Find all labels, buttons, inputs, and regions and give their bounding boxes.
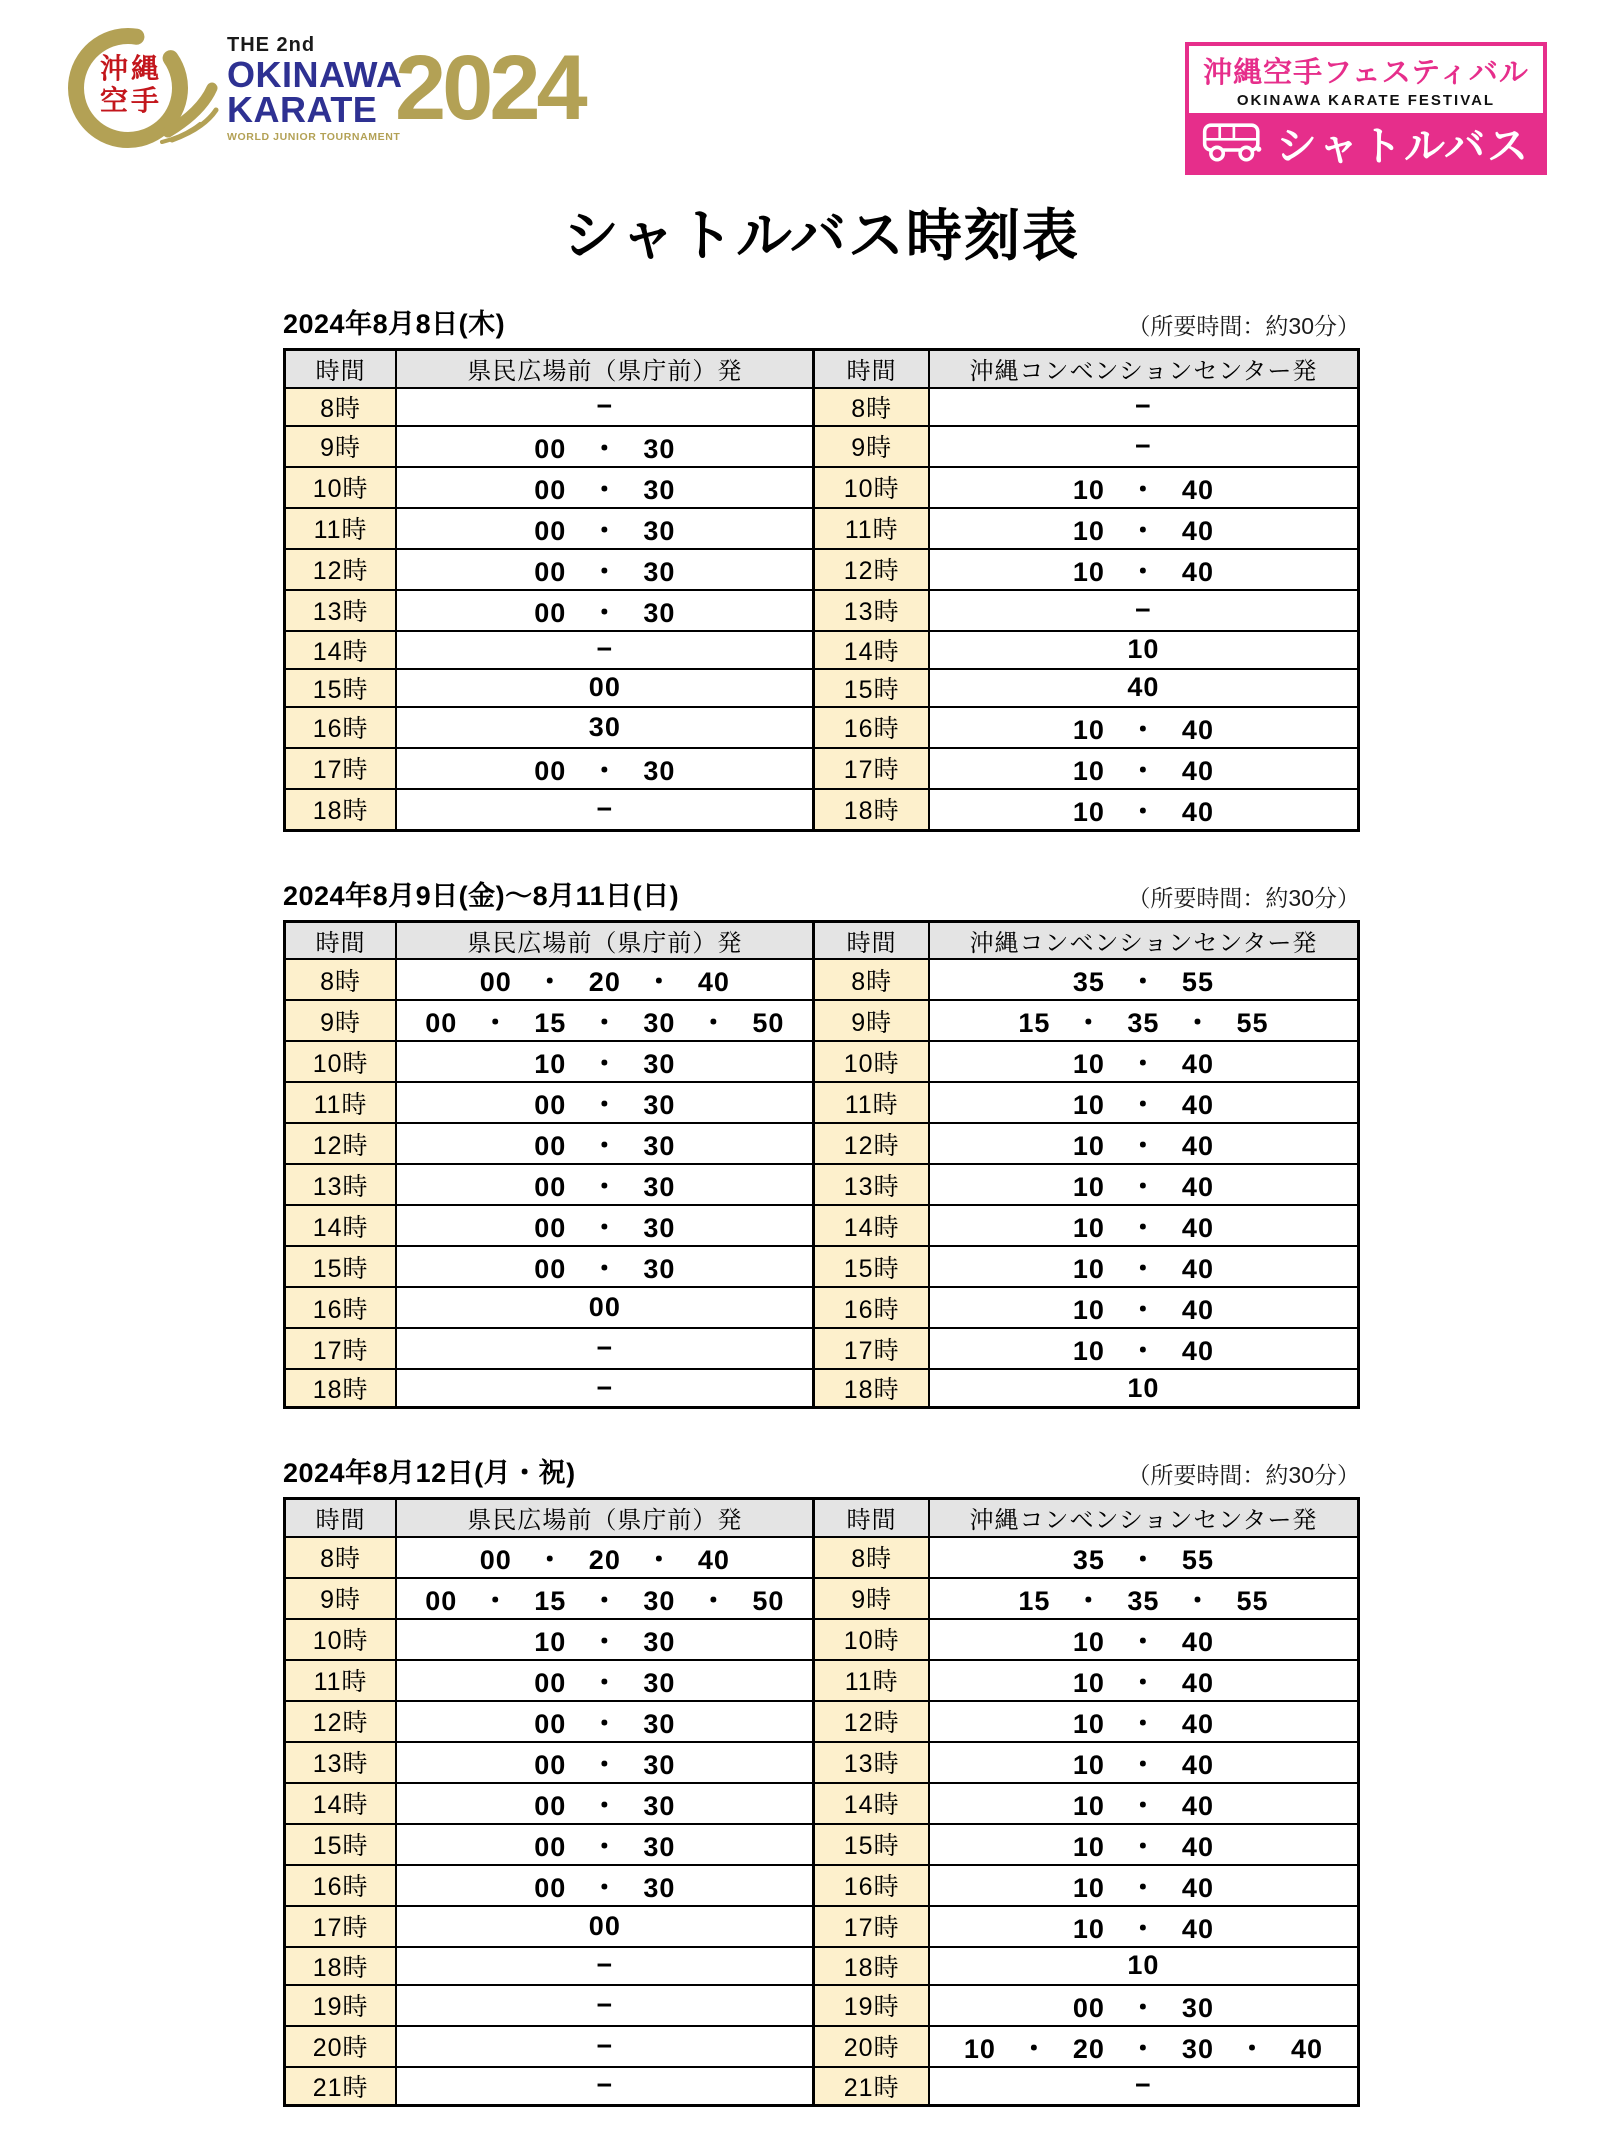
convention-times-cell: 10 ・ 40 [929, 1123, 1359, 1164]
convention-times-cell: 35 ・ 55 [929, 959, 1359, 1000]
hour-cell: 10時 [814, 467, 929, 508]
hour-cell: 15時 [814, 669, 929, 707]
hour-cell: 12時 [814, 1123, 929, 1164]
hour-cell: 15時 [814, 1246, 929, 1287]
convention-times-cell: 10 ・ 40 [929, 1701, 1359, 1742]
header-row [285, 921, 1359, 959]
col-header-time-1: 時間 [285, 921, 397, 959]
kenmin-times-cell: − [396, 1328, 814, 1369]
table-row [285, 1824, 1359, 1865]
hour-cell: 13時 [285, 1164, 397, 1205]
convention-times-cell: 10 ・ 40 [929, 1906, 1359, 1947]
date-row [283, 874, 1360, 913]
logo-subtitle: WORLD JUNIOR TOURNAMENT [227, 130, 401, 143]
convention-times-cell: 40 [929, 669, 1359, 707]
hour-cell: 16時 [814, 1287, 929, 1328]
col-header-kenmin-departures: 県民広場前（県庁前）発 [396, 921, 814, 959]
hour-cell: 17時 [285, 1906, 397, 1947]
kenmin-times-cell: 00 ・ 30 [396, 590, 814, 631]
hour-cell: 14時 [285, 1783, 397, 1824]
shuttle-bus-label: シャトルバス [1275, 122, 1531, 169]
logo-okinawa: OKINAWA [227, 54, 403, 95]
logo-text-block [227, 20, 403, 143]
hour-cell: 8時 [285, 388, 397, 426]
kenmin-times-cell: 00 ・ 30 [396, 748, 814, 789]
shuttle-bus-logo [1185, 42, 1547, 175]
col-header-time-2: 時間 [814, 1499, 929, 1537]
timetable [283, 1497, 1360, 2107]
content [283, 192, 1360, 2107]
table-row [285, 1000, 1359, 1041]
hour-cell: 11時 [814, 508, 929, 549]
table-row [285, 1660, 1359, 1701]
hour-cell: 17時 [814, 1906, 929, 1947]
table-row [285, 631, 1359, 669]
header-row [285, 350, 1359, 388]
kenmin-times-cell: − [396, 1369, 814, 1408]
hour-cell: 8時 [814, 1537, 929, 1578]
hour-cell: 20時 [285, 2026, 397, 2067]
hour-cell: 13時 [814, 590, 929, 631]
convention-times-cell: 10 ・ 40 [929, 549, 1359, 590]
duration-note: （所要時間：約30分） [1127, 884, 1360, 911]
convention-times-cell: 15 ・ 35 ・ 55 [929, 1578, 1359, 1619]
hour-cell: 18時 [285, 1369, 397, 1408]
table-row [285, 1906, 1359, 1947]
convention-times-cell: 10 ・ 20 ・ 30 ・ 40 [929, 2026, 1359, 2067]
table-row [285, 388, 1359, 426]
kenmin-times-cell: 00 ・ 20 ・ 40 [396, 1537, 814, 1578]
convention-times-cell: 10 ・ 40 [929, 1287, 1359, 1328]
logo-karate: KARATE [227, 89, 378, 131]
logo-year: 2024 [395, 37, 584, 139]
table-row [285, 1369, 1359, 1408]
hour-cell: 18時 [814, 1369, 929, 1408]
timetable-section [283, 874, 1360, 1410]
date-row [283, 1451, 1360, 1490]
hour-cell: 21時 [285, 2067, 397, 2106]
hour-cell: 12時 [814, 549, 929, 590]
table-row [285, 1328, 1359, 1369]
convention-times-cell: 10 ・ 40 [929, 707, 1359, 748]
hour-cell: 14時 [814, 1783, 929, 1824]
hour-cell: 21時 [814, 2067, 929, 2106]
shuttle-bus-banner [1189, 113, 1543, 171]
timetable [283, 348, 1360, 832]
kenmin-times-cell: 00 ・ 30 [396, 1123, 814, 1164]
convention-times-cell: − [929, 2067, 1359, 2106]
convention-times-cell: − [929, 388, 1359, 426]
convention-times-cell: − [929, 590, 1359, 631]
table-row [285, 1578, 1359, 1619]
hour-cell: 18時 [285, 789, 397, 831]
kenmin-times-cell: 00 ・ 30 [396, 1164, 814, 1205]
karate-emblem [52, 20, 227, 158]
timetable-sections [283, 302, 1360, 2107]
col-header-convention-departures: 沖縄コンベンションセンター発 [929, 1499, 1359, 1537]
date-row [283, 302, 1360, 341]
hour-cell: 9時 [285, 1578, 397, 1619]
hour-cell: 10時 [285, 1619, 397, 1660]
kenmin-times-cell: − [396, 1947, 814, 1985]
table-row [285, 1537, 1359, 1578]
convention-times-cell: − [929, 426, 1359, 467]
col-header-time-1: 時間 [285, 350, 397, 388]
hour-cell: 18時 [285, 1947, 397, 1985]
table-row [285, 1164, 1359, 1205]
table-row [285, 1985, 1359, 2026]
convention-times-cell: 10 ・ 40 [929, 1328, 1359, 1369]
table-row [285, 1701, 1359, 1742]
table-row [285, 959, 1359, 1000]
table-row [285, 1205, 1359, 1246]
hour-cell: 16時 [814, 1865, 929, 1906]
kenmin-times-cell: 00 ・ 30 [396, 1701, 814, 1742]
emblem-kanji [93, 54, 169, 118]
convention-times-cell: 15 ・ 35 ・ 55 [929, 1000, 1359, 1041]
convention-times-cell: 10 ・ 40 [929, 1619, 1359, 1660]
okinawa-karate-2024-logo [52, 20, 584, 158]
hour-cell: 19時 [814, 1985, 929, 2026]
hour-cell: 12時 [285, 1123, 397, 1164]
kenmin-times-cell: − [396, 789, 814, 831]
hour-cell: 11時 [814, 1660, 929, 1701]
convention-times-cell: 35 ・ 55 [929, 1537, 1359, 1578]
convention-times-cell: 10 ・ 40 [929, 1164, 1359, 1205]
kenmin-times-cell: 00 ・ 30 [396, 1742, 814, 1783]
table-row [285, 549, 1359, 590]
hour-cell: 13時 [285, 590, 397, 631]
hour-cell: 9時 [285, 426, 397, 467]
kenmin-times-cell: − [396, 2067, 814, 2106]
hour-cell: 16時 [814, 707, 929, 748]
col-header-time-1: 時間 [285, 1499, 397, 1537]
hour-cell: 14時 [814, 631, 929, 669]
kenmin-times-cell: 10 ・ 30 [396, 1041, 814, 1082]
convention-times-cell: 10 [929, 1369, 1359, 1408]
table-row [285, 1287, 1359, 1328]
convention-times-cell: 10 ・ 40 [929, 1660, 1359, 1701]
col-header-convention-departures: 沖縄コンベンションセンター発 [929, 921, 1359, 959]
kenmin-times-cell: 00 ・ 30 [396, 1082, 814, 1123]
convention-times-cell: 10 ・ 40 [929, 1082, 1359, 1123]
kenmin-times-cell: 10 ・ 30 [396, 1619, 814, 1660]
kenmin-times-cell: 00 [396, 669, 814, 707]
table-date: 2024年8月12日(月・祝) [283, 1458, 576, 1488]
convention-times-cell: 10 ・ 40 [929, 748, 1359, 789]
kenmin-times-cell: − [396, 2026, 814, 2067]
kenmin-times-cell: 00 [396, 1906, 814, 1947]
hour-cell: 13時 [814, 1742, 929, 1783]
table-row [285, 508, 1359, 549]
convention-times-cell: 10 [929, 631, 1359, 669]
hour-cell: 16時 [285, 1865, 397, 1906]
kenmin-times-cell: − [396, 631, 814, 669]
col-header-kenmin-departures: 県民広場前（県庁前）発 [396, 1499, 814, 1537]
table-row [285, 1246, 1359, 1287]
kenmin-times-cell: 00 ・ 30 [396, 467, 814, 508]
convention-times-cell: 10 ・ 40 [929, 1041, 1359, 1082]
hour-cell: 9時 [814, 1000, 929, 1041]
hour-cell: 10時 [814, 1619, 929, 1660]
table-row [285, 1742, 1359, 1783]
hour-cell: 8時 [285, 959, 397, 1000]
page-title: シャトルバス時刻表 [563, 204, 1080, 267]
convention-times-cell: 00 ・ 30 [929, 1985, 1359, 2026]
emblem-kanji-line1: 沖縄 [99, 54, 162, 85]
convention-times-cell: 10 ・ 40 [929, 1824, 1359, 1865]
hour-cell: 9時 [814, 426, 929, 467]
kenmin-times-cell: 00 ・ 30 [396, 1865, 814, 1906]
hour-cell: 11時 [285, 1082, 397, 1123]
convention-times-cell: 10 ・ 40 [929, 508, 1359, 549]
hour-cell: 10時 [285, 467, 397, 508]
hour-cell: 17時 [285, 748, 397, 789]
hour-cell: 16時 [285, 707, 397, 748]
timetable-section [283, 302, 1360, 832]
kenmin-times-cell: 00 ・ 15 ・ 30 ・ 50 [396, 1000, 814, 1041]
kenmin-times-cell: 00 ・ 15 ・ 30 ・ 50 [396, 1578, 814, 1619]
table-row [285, 748, 1359, 789]
table-date: 2024年8月8日(木) [283, 309, 506, 339]
hour-cell: 10時 [814, 1041, 929, 1082]
hour-cell: 19時 [285, 1985, 397, 2026]
table-row [285, 467, 1359, 508]
kenmin-times-cell: 00 ・ 30 [396, 1660, 814, 1701]
hour-cell: 11時 [285, 508, 397, 549]
table-row [285, 1123, 1359, 1164]
hour-cell: 20時 [814, 2026, 929, 2067]
festival-subtitle: OKINAWA KARATE FESTIVAL [1236, 92, 1496, 109]
hour-cell: 15時 [285, 669, 397, 707]
hour-cell: 12時 [814, 1701, 929, 1742]
table-row [285, 669, 1359, 707]
page-header [0, 0, 1600, 178]
timetable-section [283, 1451, 1360, 2107]
table-row [285, 2026, 1359, 2067]
hour-cell: 14時 [285, 631, 397, 669]
hour-cell: 15時 [285, 1246, 397, 1287]
convention-times-cell: 10 ・ 40 [929, 467, 1359, 508]
emblem-kanji-line2: 空手 [99, 86, 162, 118]
kenmin-times-cell: 00 [396, 1287, 814, 1328]
header-row [285, 1499, 1359, 1537]
col-header-convention-departures: 沖縄コンベンションセンター発 [929, 350, 1359, 388]
kenmin-times-cell: 30 [396, 707, 814, 748]
hour-cell: 12時 [285, 549, 397, 590]
hour-cell: 9時 [285, 1000, 397, 1041]
col-header-time-2: 時間 [814, 921, 929, 959]
hour-cell: 10時 [285, 1041, 397, 1082]
kenmin-times-cell: 00 ・ 30 [396, 508, 814, 549]
hour-cell: 18時 [814, 1947, 929, 1985]
convention-times-cell: 10 ・ 40 [929, 789, 1359, 831]
kenmin-times-cell: − [396, 388, 814, 426]
hour-cell: 18時 [814, 789, 929, 831]
kenmin-times-cell: 00 ・ 30 [396, 426, 814, 467]
hour-cell: 12時 [285, 1701, 397, 1742]
hour-cell: 8時 [814, 388, 929, 426]
table-row [285, 1865, 1359, 1906]
kenmin-times-cell: 00 ・ 30 [396, 1783, 814, 1824]
table-row [285, 1947, 1359, 1985]
convention-times-cell: 10 [929, 1947, 1359, 1985]
table-row [285, 1041, 1359, 1082]
hour-cell: 11時 [285, 1660, 397, 1701]
hour-cell: 17時 [814, 1328, 929, 1369]
kenmin-times-cell: 00 ・ 30 [396, 549, 814, 590]
col-header-kenmin-departures: 県民広場前（県庁前）発 [396, 350, 814, 388]
duration-note: （所要時間：約30分） [1127, 1462, 1360, 1488]
hour-cell: 17時 [285, 1328, 397, 1369]
convention-times-cell: 10 ・ 40 [929, 1205, 1359, 1246]
table-row [285, 789, 1359, 831]
table-row [285, 707, 1359, 748]
festival-title: 沖縄空手フェスティバル [1203, 57, 1529, 89]
hour-cell: 15時 [814, 1824, 929, 1865]
hour-cell: 14時 [814, 1205, 929, 1246]
kenmin-times-cell: 00 ・ 30 [396, 1824, 814, 1865]
convention-times-cell: 10 ・ 40 [929, 1865, 1359, 1906]
table-date: 2024年8月9日(金)～8月11日(日) [283, 880, 680, 911]
hour-cell: 17時 [814, 748, 929, 789]
logo-tagline: THE 2nd [227, 34, 316, 56]
duration-note: （所要時間：約30分） [1127, 313, 1360, 339]
hour-cell: 13時 [814, 1164, 929, 1205]
table-row [285, 1783, 1359, 1824]
col-header-time-2: 時間 [814, 350, 929, 388]
kenmin-times-cell: 00 ・ 30 [396, 1246, 814, 1287]
hour-cell: 14時 [285, 1205, 397, 1246]
kenmin-times-cell: 00 ・ 20 ・ 40 [396, 959, 814, 1000]
table-row [285, 2067, 1359, 2106]
timetable [283, 920, 1360, 1410]
hour-cell: 11時 [814, 1082, 929, 1123]
hour-cell: 16時 [285, 1287, 397, 1328]
hour-cell: 8時 [285, 1537, 397, 1578]
hour-cell: 9時 [814, 1578, 929, 1619]
bus-icon [1202, 121, 1264, 163]
kenmin-times-cell: − [396, 1985, 814, 2026]
table-row [285, 590, 1359, 631]
convention-times-cell: 10 ・ 40 [929, 1246, 1359, 1287]
kenmin-times-cell: 00 ・ 30 [396, 1205, 814, 1246]
table-row [285, 1619, 1359, 1660]
table-row [285, 1082, 1359, 1123]
hour-cell: 15時 [285, 1824, 397, 1865]
convention-times-cell: 10 ・ 40 [929, 1783, 1359, 1824]
table-row [285, 426, 1359, 467]
hour-cell: 13時 [285, 1742, 397, 1783]
hour-cell: 8時 [814, 959, 929, 1000]
convention-times-cell: 10 ・ 40 [929, 1742, 1359, 1783]
